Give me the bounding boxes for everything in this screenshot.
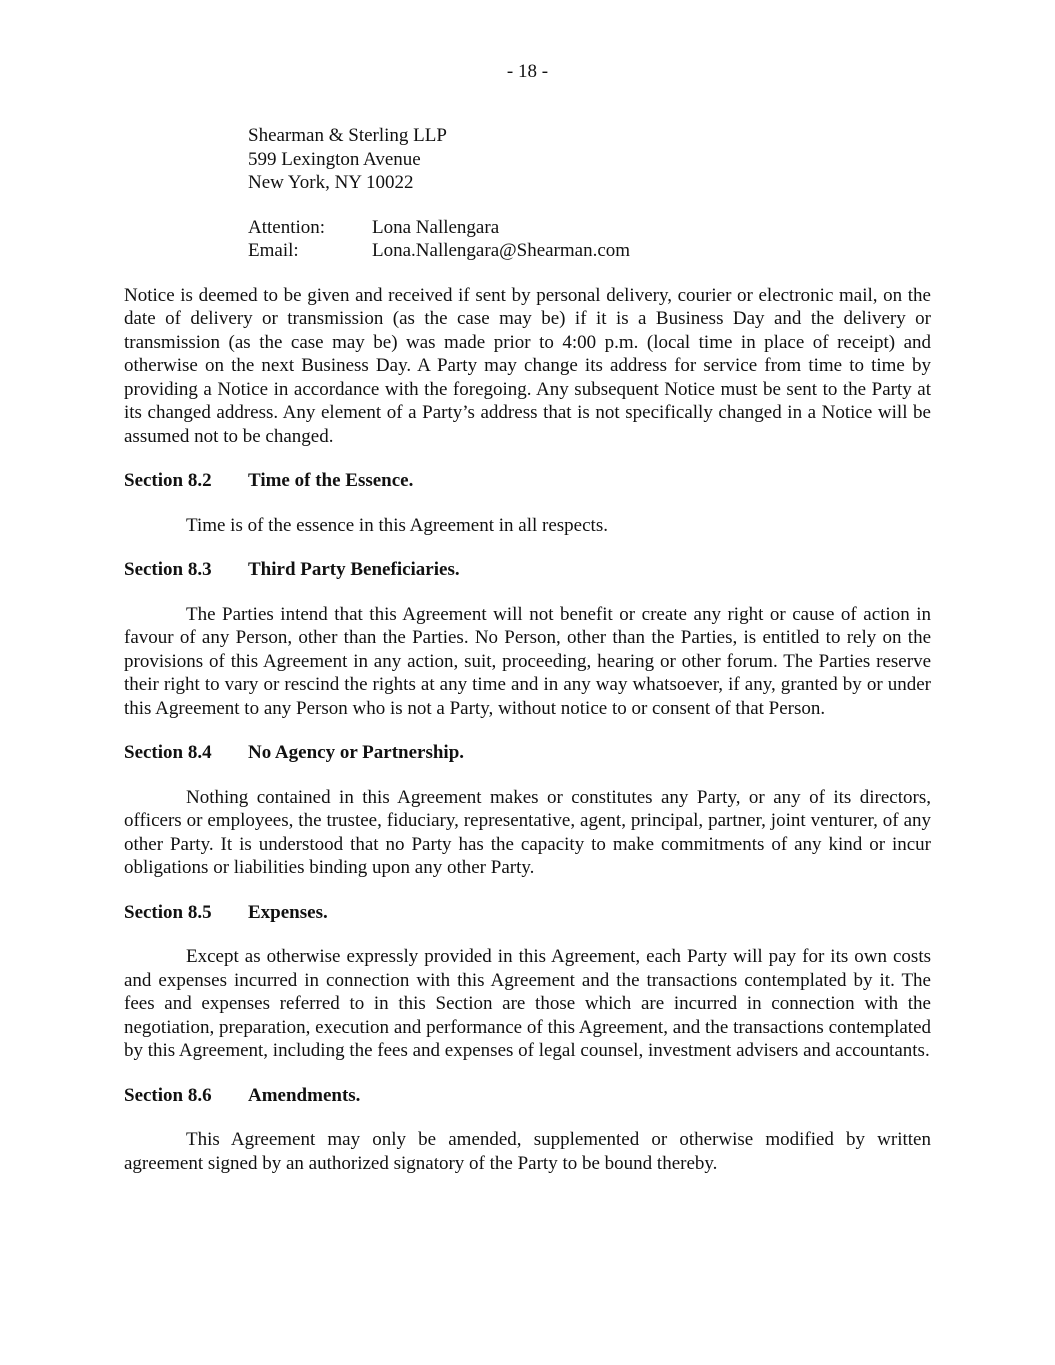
section-heading bbox=[124, 741, 931, 765]
address-block bbox=[248, 124, 931, 195]
section-title: No Agency or Partnership. bbox=[248, 742, 465, 763]
email-value: Lona.Nallengara@Shearman.com bbox=[372, 240, 631, 261]
section-title: Amendments. bbox=[248, 1084, 361, 1106]
attention-label: Attention: bbox=[248, 216, 326, 238]
email-label: Email: bbox=[248, 240, 299, 261]
section-heading bbox=[124, 1084, 931, 1108]
notice-paragraph: Notice is deemed to be given and received if sent by personal delivery, courier or electronic mail, on the date of delivery or transmission (as the case may be) if it is a Business Day and the delivery or transmission (as the case may be) was made prior to 4:00 p.m. (local time in place of receipt) and otherwise on the next Business Day. A Party may change its address for service from time to time by providing a Notice in accordance with the foregoing. Any subsequent Notice must be sent to the Party at its changed address. Any element of a Party’s address that is not specifically changed in a Notice will be assumed not to be changed. bbox=[124, 284, 931, 447]
contact-block bbox=[248, 216, 931, 263]
section-body: Time is of the essence in this Agreement in all respects. bbox=[186, 514, 608, 536]
document-body bbox=[124, 124, 931, 1175]
section-heading bbox=[124, 558, 931, 582]
section-number: Section 8.2 bbox=[124, 470, 212, 491]
page-number: - 18 - bbox=[506, 61, 549, 82]
address-line-street: 599 Lexington Avenue bbox=[248, 148, 421, 170]
section-number: Section 8.3 bbox=[124, 559, 212, 580]
section-title: Expenses. bbox=[248, 901, 328, 923]
section-body: Nothing contained in this Agreement makes or constitutes any Party, or any of its directors, officers or employees, the trustee, fiduciary, representative, agent, principal, partner, joint venturer, of any other Party. It is understood that no Party has the capacity to make commitments of any kind or incur obligations or liabilities binding upon any other Party. bbox=[124, 786, 931, 878]
section-heading bbox=[124, 469, 931, 493]
section-heading bbox=[124, 901, 931, 925]
section-body: The Parties intend that this Agreement will not benefit or create any right or cause of action in favour of any Person, other than the Parties. No Person, other than the Parties, is entitled to rely on the provisions of this Agreement in any action, suit, proceeding, hearing or other forum. The Parties reserve their right to vary or rescind the rights at any time and in any way whatsoever, if any, granted by or under this Agreement to any Person who is not a Party, without notice to or consent of that Person. bbox=[124, 603, 931, 719]
address-line-city: New York, NY 10022 bbox=[248, 172, 414, 193]
section-title: Time of the Essence. bbox=[248, 470, 414, 491]
address-line-firm: Shearman & Sterling LLP bbox=[248, 125, 447, 146]
section-number: Section 8.6 bbox=[124, 1084, 212, 1106]
section-body: Except as otherwise expressly provided in this Agreement, each Party will pay for its own costs and expenses incurred in connection with this Agreement and the transactions contemplated by it. The fees and expenses referred to in this Section are those which are incurred in connection with the negotiation, preparation, execution and performance of this Agreement, and the transactions contemplated by this Agreement, including the fees and expenses of legal counsel, investment advisers and accountants. bbox=[124, 946, 931, 1061]
email-row bbox=[248, 239, 931, 263]
section-body: This Agreement may only be amended, supplemented or otherwise modified by written agreement signed by an authorized signatory of the Party to be bound thereby. bbox=[124, 1129, 931, 1174]
section-number: Section 8.4 bbox=[124, 742, 212, 763]
section-title: Third Party Beneficiaries. bbox=[248, 559, 460, 580]
attention-value: Lona Nallengara bbox=[372, 216, 500, 238]
section-number: Section 8.5 bbox=[124, 901, 212, 923]
attention-row bbox=[248, 216, 931, 240]
